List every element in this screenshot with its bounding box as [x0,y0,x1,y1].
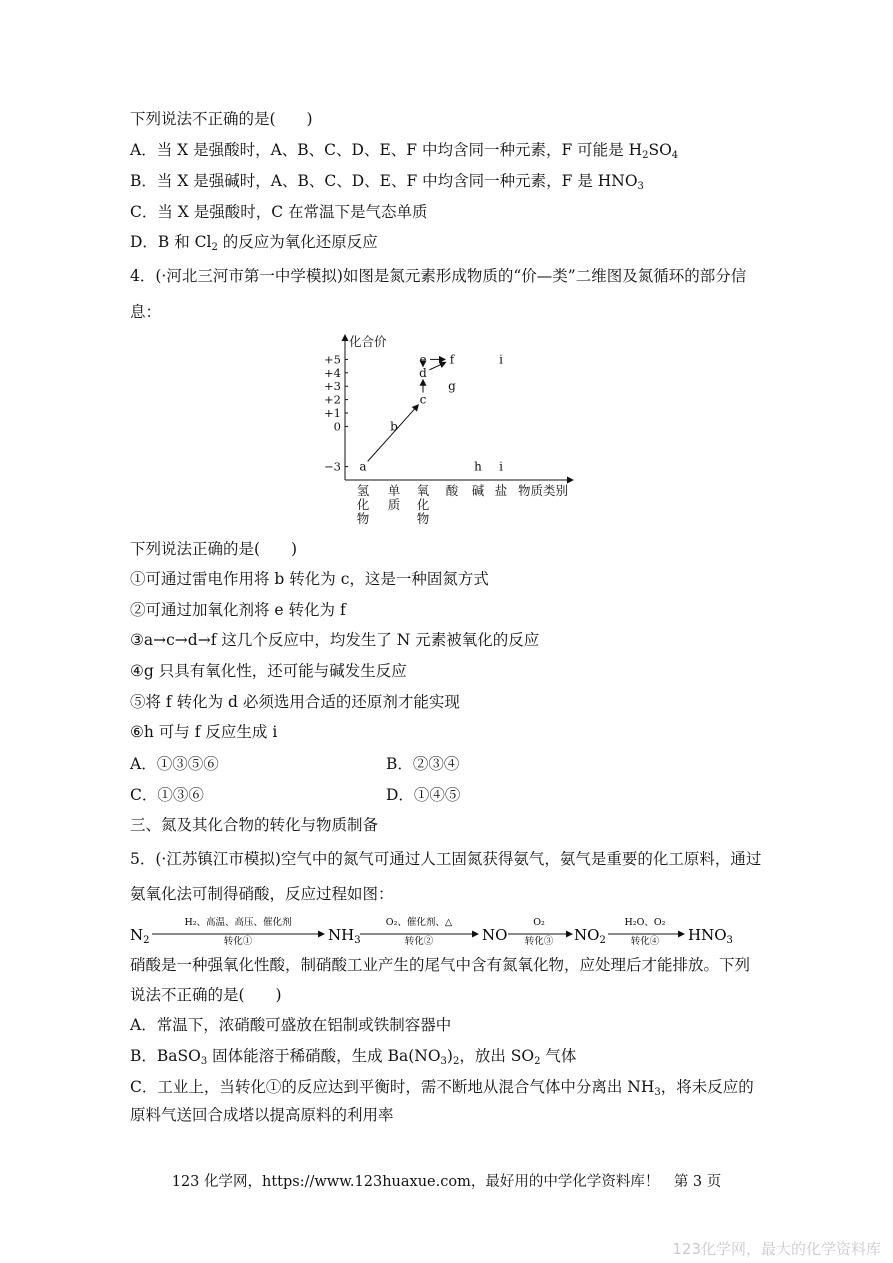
x-category-label: 化 [356,497,370,512]
q5-after-line2: 说法不正确的是( ) [130,986,282,1004]
step2-conditions: O₂、催化剂、△ [385,917,453,928]
point-b: b [390,419,398,434]
y-axis-label: 化合价 [349,334,387,349]
step3-conditions: O₂ [533,917,545,928]
arrow-d-f [429,362,445,370]
step3-label: 转化③ [524,936,554,947]
q5-option-c-line1: C．工业上，当转化①的反应达到平衡时，需不断地从混合气体中分离出 $NH_3$，将未反应的 [130,1078,754,1098]
valence-class-chart [315,330,595,530]
step4-label: 转化④ [630,936,660,947]
q3-option-b: B．当 X 是强碱时，A、B、C、D、E、F 中均含同一种元素，F 是 $HNO_3$ [130,172,644,192]
q4-intro-line1: 4．(·河北三河市第一中学模拟)如图是氮元素形成物质的“价—类”二维图及氮循环的部分信 [130,267,747,285]
q4-statement-4: ④g 只具有氧化性，还可能与碱发生反应 [130,662,407,680]
step1-label: 转化① [223,936,253,947]
y-tick-label: +3 [324,379,341,394]
point-i: i [499,352,503,367]
species-nh3: $NH_3$ [328,926,361,946]
q3-option-a: A．当 X 是强酸时，A、B、C、D、E、F 中均含同一种元素，F 可能是 $H_2SO_4$ [130,141,679,161]
x-category-label: 质 [387,497,401,512]
q5-option-a: A．常温下，浓硝酸可盛放在铝制或铁制容器中 [130,1016,452,1034]
point-i: i [499,459,503,474]
y-tick-label: +2 [324,392,341,407]
q4-option-c: C．①③⑥ [130,786,204,804]
q4-option-d: D．①④⑤ [386,786,461,804]
x-category-label: 单 [387,483,401,498]
x-category-label: 碱 [471,483,485,498]
point-h: h [474,459,482,474]
point-f: f [449,352,455,367]
q5-option-c-line2: 原料气送回合成塔以提高原料的利用率 [130,1106,394,1124]
q4-statement-5: ⑤将 f 转化为 d 必须选用合适的还原剂才能实现 [130,693,460,711]
reaction-scheme [128,910,748,950]
x-axis-label: 物质类别 [518,483,569,498]
x-category-label: 氢 [356,483,370,498]
q4-statement-2: ②可通过加氧化剂将 e 转化为 f [130,601,346,619]
x-category-label: 物 [356,511,370,526]
q5-intro-line2: 氨氧化法可制得硝酸，反应过程如图： [130,885,394,903]
step4-conditions: H₂O、O₂ [624,917,666,928]
q4-stem: 下列说法正确的是( ) [130,540,298,558]
step2-label: 转化② [404,936,434,947]
q4-intro-line2: 息： [130,303,162,321]
point-d: d [419,365,427,380]
q3-option-c: C．当 X 是强酸时，C 在常温下是气态单质 [130,203,428,221]
species-no2: $NO_2$ [574,926,606,946]
page-footer: 123 化学网，https://www.123huaxue.com，最好用的中学化学资料库！ 第 3 页 [171,1174,722,1190]
q4-statement-3: ③a→c→d→f 这几个反应中，均发生了 N 元素被氧化的反应 [130,631,540,649]
q3-stem: 下列说法不正确的是( ) [130,110,313,128]
q4-option-a: A．①③⑤⑥ [130,755,219,773]
point-g: g [448,379,456,394]
y-tick-label: 0 [333,419,341,434]
section-title: 三、氮及其化合物的转化与物质制备 [130,816,379,834]
q5-after-line1: 硝酸是一种强氧化性酸，制硝酸工业产生的尾气中含有氮氧化物，应处理后才能排放。下列 [130,956,751,974]
q5-intro-line1: 5．(·江苏镇江市模拟)空气中的氮气可通过人工固氮获得氨气，氨气是重要的化工原料，通过 [130,850,762,868]
species-n2: $N_2$ [130,926,150,946]
y-tick-label: +5 [324,352,341,367]
q4-option-b: B．②③④ [386,755,460,773]
q3-option-d: D．B 和 $Cl_2$ 的反应为氧化还原反应 [130,233,378,253]
q4-statement-1: ①可通过雷电作用将 b 转化为 c，这是一种固氮方式 [130,570,489,588]
watermark: 123化学网，最大的化学资料库 [672,1240,881,1258]
q4-statement-6: ⑥h 可与 f 反应生成 i [130,723,278,741]
x-category-label: 化 [416,497,430,512]
y-tick-label: +1 [324,406,341,420]
point-c: c [419,392,427,407]
x-category-label: 氧 [416,483,430,498]
step1-conditions: H₂、高温、高压、催化剂 [184,917,292,928]
point-e: e [419,352,427,367]
point-a: a [359,459,367,474]
y-tick-label: +4 [324,365,341,380]
x-category-label: 物 [416,511,430,526]
q5-option-b: B．BaSO$_3$ 固体能溶于稀硝酸，生成 $Ba(NO_3)_2$，放出 $SO_2$ 气体 [130,1047,577,1067]
species-hno3: $HNO_3$ [688,926,733,946]
x-category-label: 盐 [494,483,508,498]
y-tick-label: −3 [324,459,341,474]
species-no: NO [482,926,508,944]
x-category-label: 酸 [445,483,459,498]
